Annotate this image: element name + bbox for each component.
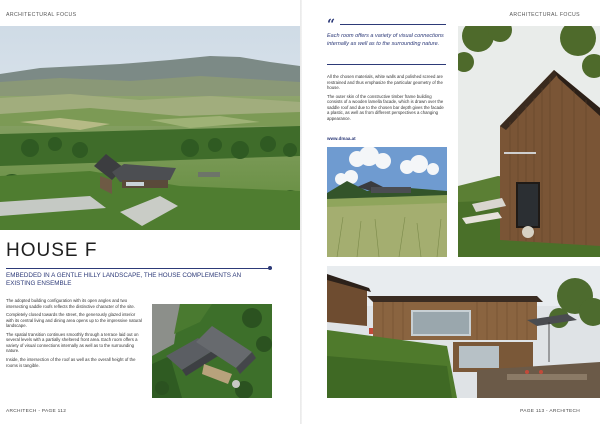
body-paragraph: The adopted building configuration with its open angles and two intersecting saddle roofs reflects the distinctive character of the site. xyxy=(6,298,135,309)
running-header-right: ARCHITECTURAL FOCUS xyxy=(509,12,580,18)
title-rule-dot xyxy=(268,266,272,270)
body-paragraph: The spatial transition continues smoothly through a terrace laid out on several levels with a partially sheltered front area. Each room offers a variety of visual connections internally as well as to the surrounding nature. xyxy=(6,331,139,354)
article-title: HOUSE F xyxy=(6,240,98,261)
quote-mark: “ xyxy=(327,17,336,33)
title-rule xyxy=(6,268,272,269)
running-header-left: ARCHITECTURAL FOCUS xyxy=(6,12,77,18)
pull-quote: Each room offers a variety of visual connections internally as well as to the surrounding nature. xyxy=(327,33,444,47)
hero-landscape-photo xyxy=(0,26,300,230)
timber-gable-photo xyxy=(458,26,600,257)
quote-bottom-rule xyxy=(327,64,446,65)
architect-website-link[interactable]: www.dmaa.at xyxy=(327,136,356,141)
footer-left: ARCHITECH - PAGE 112 xyxy=(6,409,67,414)
body-paragraph: Inside, the intersection of the roof as well as the overall height of the rooms is tangible. xyxy=(6,357,136,368)
article-subtitle: EMBEDDED IN A GENTLE HILLY LANDSCAPE, THE HOUSE COMPLEMENTS AN EXISTING ENSEMBLE xyxy=(6,272,242,287)
quote-top-rule xyxy=(340,24,446,25)
meadow-house-photo xyxy=(327,147,447,257)
aerial-house-photo xyxy=(152,304,272,398)
footer-right: PAGE 113 - ARCHITECH xyxy=(520,409,580,414)
long-timber-house-photo xyxy=(327,266,600,398)
body-paragraph: The outer skin of the constructive timber frame building consists of a wooden lamella facade, which is drawn over the saddle roof and due to the chosen bar depth gives the facade a plastic, as well as from different perspectives a changing appearance. xyxy=(327,93,444,121)
right-body-text xyxy=(327,74,447,124)
left-body-text xyxy=(6,298,144,371)
body-paragraph: Completely closed towards the street, the generously glazed interior with its central living and dining area opens up to the impressive natural landscape. xyxy=(6,312,142,329)
body-paragraph: All the chosen materials, white walls and polished screed are restrained and thus emphasize the particular geometry of the house. xyxy=(327,74,443,90)
